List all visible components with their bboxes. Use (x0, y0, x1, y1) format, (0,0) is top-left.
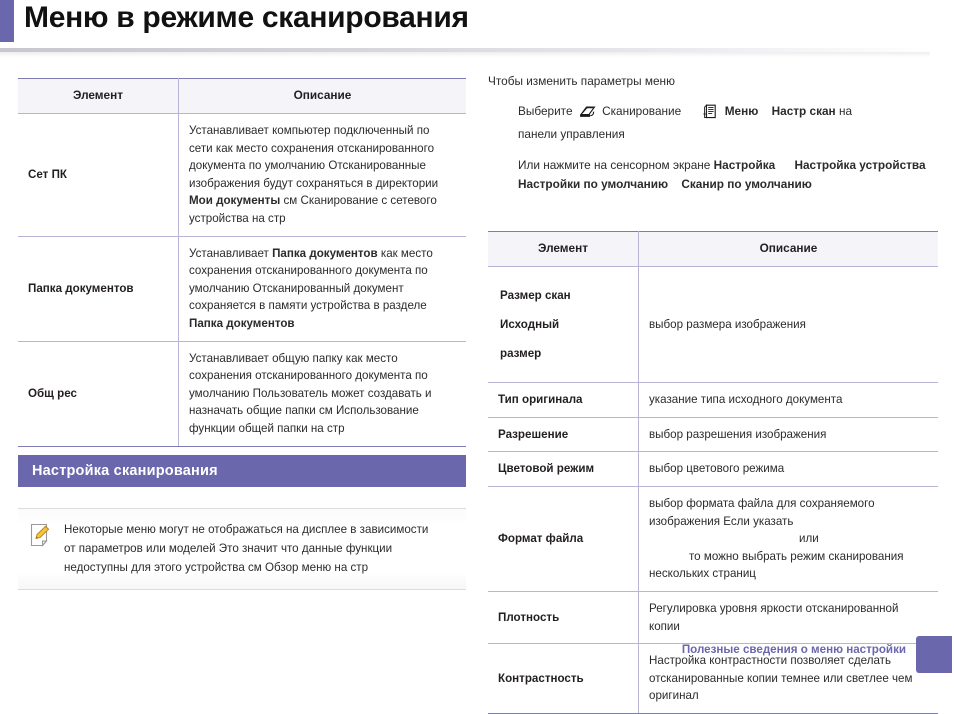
desc-line-head: изображения Если указать (649, 514, 794, 528)
desc-line-tail: см Сканирование с сетевого (280, 194, 437, 208)
svg-text:*: * (703, 111, 707, 119)
desc-line (649, 513, 928, 548)
desc-line-head: Устанавливает (189, 246, 273, 260)
desc-line-tail: или (799, 532, 819, 546)
element-line: Исходный (500, 317, 560, 331)
desc-line: функции общей папки на стр (189, 422, 345, 436)
desc-line: назначать общие папки см Использование (189, 404, 419, 418)
desc-line: Регулировка уровня яркости отсканированной (649, 602, 899, 615)
desc-line (189, 315, 456, 333)
scanner-icon (579, 104, 596, 125)
title-divider-shadow (0, 52, 930, 57)
note-line: от параметров или моделей Это значит что данные функции (64, 541, 393, 555)
note-callout (18, 508, 466, 590)
step-two (488, 156, 938, 194)
element-line: размер (500, 346, 542, 360)
desc-line: умолчанию Отсканированный документ (189, 281, 404, 295)
desc-line: выбор формата файла для сохраняемого (649, 496, 875, 510)
bold-setting-4: Настройки по умолчанию (518, 177, 669, 192)
footer-label: Полезные сведения о меню настройки (681, 643, 906, 656)
element-line: Размер скан (500, 288, 571, 302)
desc-line: сети как место сохранения отсканированного (189, 141, 435, 155)
row-element-name: Контрастность (488, 644, 639, 714)
step-one (488, 102, 938, 144)
title-accent-bar (0, 0, 14, 42)
column-header-description: Описание (639, 232, 939, 267)
table-row (488, 383, 938, 418)
row-description (179, 341, 467, 446)
page-footer (0, 636, 954, 675)
page-title: Меню в режиме сканирования (24, 1, 469, 34)
note-line: Некоторые меню могут не отображаться на дисплее в зависимости (64, 523, 429, 536)
row-description (639, 266, 939, 382)
section-header-bar (18, 455, 466, 487)
row-element-name: Папка документов (18, 236, 179, 341)
bold-setting-1: Настройка (713, 158, 776, 173)
bold-setting-2: Настройка (794, 158, 857, 173)
row-element-name: Цветовой режим (488, 452, 639, 487)
desc-line: отсканированные копии темнее или светлее чем (649, 671, 913, 685)
desc-line: Устанавливает компьютер подключенный по (189, 123, 430, 137)
desc-line: сохранения отсканированного документа по (189, 264, 428, 278)
desc-line-body: то можно выбрать режим сканирования (689, 549, 904, 563)
table-row (488, 417, 938, 452)
row-element-name: Тип оригинала (488, 383, 639, 418)
row-element-name: Сет ПК (18, 113, 179, 236)
bold-setting-6: умолчанию (744, 177, 812, 192)
desc-line: сохраняется в памяти устройства в разделе (189, 299, 427, 313)
desc-line: устройства на стр (189, 211, 286, 225)
desc-bold-term: Папка документов (272, 246, 378, 260)
note-text (64, 521, 428, 577)
table-row (18, 341, 466, 446)
row-description (179, 113, 467, 236)
desc-line (189, 245, 456, 263)
desc-line (649, 548, 928, 566)
row-description (639, 486, 939, 591)
desc-line: изображения будут сохраняться в директории (189, 176, 439, 190)
desc-line: копии (649, 619, 680, 633)
row-element-name (488, 266, 639, 382)
row-element-name: Общ рес (18, 341, 179, 446)
step-prefix: Выберите (518, 104, 573, 118)
row-element-name: Формат файла (488, 486, 639, 591)
step-prefix: Или нажмите на сенсорном экране (518, 158, 711, 173)
table-row (18, 236, 466, 341)
desc-line: документа по умолчанию Отсканированные (189, 159, 426, 173)
bold-setting-3: устройства (859, 158, 926, 173)
desc-line: выбор размера изображения (649, 317, 806, 331)
column-header-element: Элемент (488, 232, 639, 267)
scan-label: Сканирование (602, 104, 682, 118)
desc-line: нескольких страниц (649, 567, 756, 581)
desc-line: оригинал (649, 689, 699, 703)
desc-line: Устанавливает общую папку как место (189, 351, 398, 365)
table-header-row (18, 79, 466, 114)
section-header-label: Настройка сканирования (32, 463, 218, 479)
desc-line: Настройка контрастности позволяет сделать (649, 654, 892, 668)
table-row (18, 113, 466, 236)
table-header-row (488, 232, 938, 267)
table-row (488, 452, 938, 487)
step-line-two: панели управления (518, 127, 625, 142)
menu-document-icon (703, 104, 718, 125)
row-element-name: Плотность (488, 592, 639, 644)
desc-line-tail: как место (377, 246, 433, 260)
table-row (488, 486, 938, 591)
desc-line: умолчанию Пользователь может создавать и (189, 386, 432, 400)
bold-scan-settings: Настр скан (771, 104, 836, 118)
right-column (488, 74, 938, 206)
desc-bold-term: Мои документы (189, 194, 281, 208)
footer-page-marker (916, 636, 952, 673)
column-header-element: Элемент (18, 79, 179, 114)
column-header-description: Описание (179, 79, 467, 114)
row-description (179, 236, 467, 341)
note-pencil-icon (30, 523, 52, 547)
bold-menu: Меню (724, 104, 759, 118)
intro-text: Чтобы изменить параметры меню (488, 74, 675, 88)
note-line: недоступны для этого устройства см Обзор меню на стр (64, 560, 369, 574)
scan-destination-table (18, 78, 466, 447)
desc-line (189, 192, 456, 210)
desc-line: сохранения отсканированного документа по (189, 369, 428, 383)
bold-setting-5: Сканир по (681, 177, 742, 192)
desc-bold-term: Папка документов (189, 317, 295, 331)
step-suffix: на (838, 104, 853, 118)
page-header (0, 0, 954, 48)
row-description: выбор цветового режима (639, 452, 939, 487)
left-column (18, 78, 466, 447)
row-description: выбор разрешения изображения (639, 417, 939, 452)
row-element-name: Разрешение (488, 417, 639, 452)
table-row (488, 266, 938, 382)
row-description: указание типа исходного документа (639, 383, 939, 418)
